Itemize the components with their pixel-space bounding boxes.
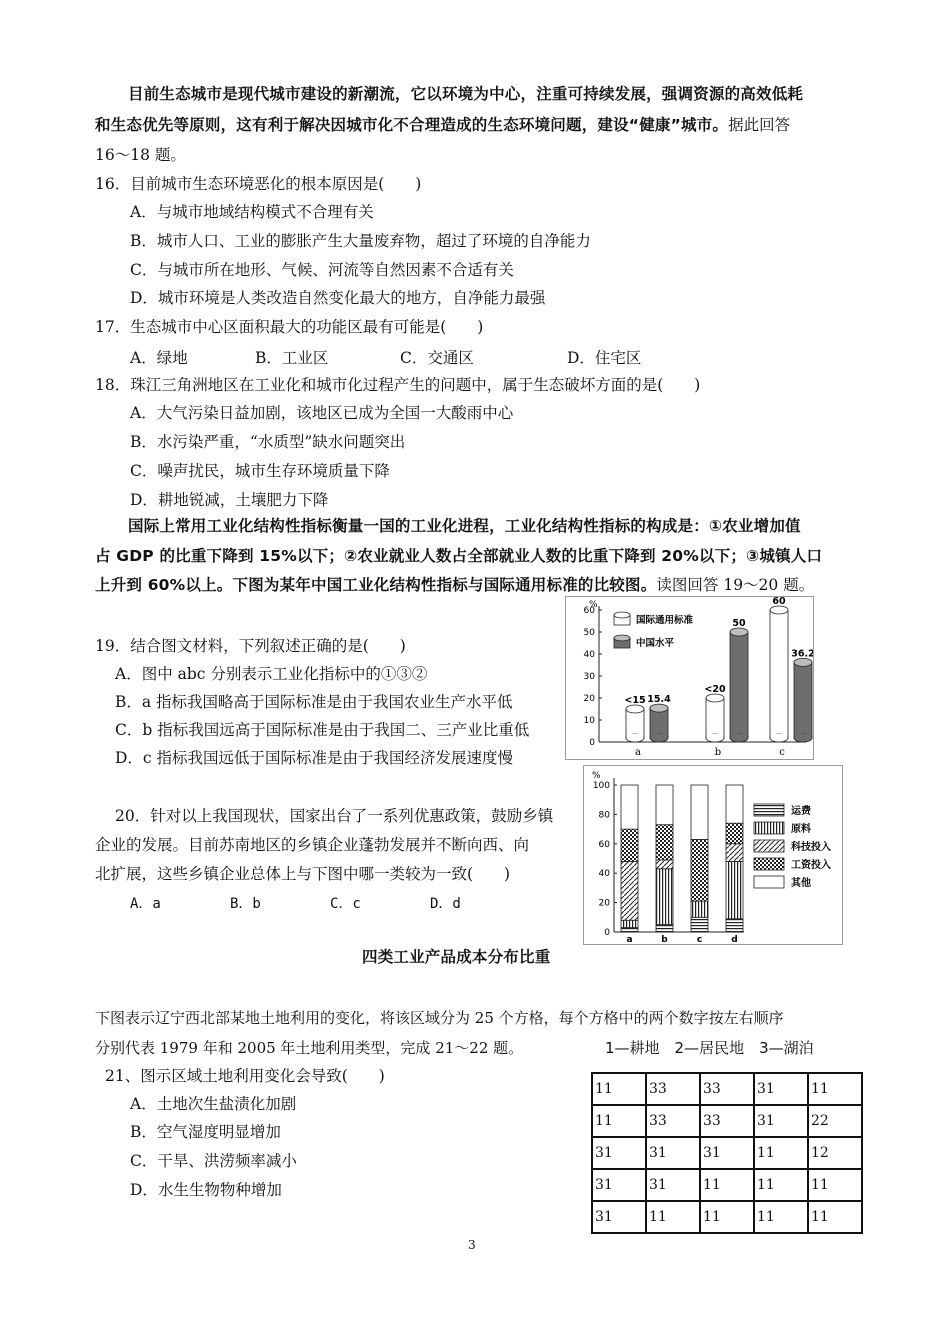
intro3-line2: 分别代表 1979 年和 2005 年土地利用类型，完成 21～22 题。: [95, 1039, 524, 1057]
y-tick-label: 20: [598, 898, 610, 909]
intro1-line2: [95, 115, 790, 135]
cost-chart-caption: 四类工业产品成本分布比重: [362, 948, 551, 966]
q21-option-a: A．土地次生盐渍化加剧: [130, 1095, 297, 1113]
q21-option-d: D．水生生物物种增加: [130, 1181, 282, 1199]
legend-swatch: [754, 822, 784, 834]
land-grid-cell: 11: [700, 1201, 754, 1233]
bar-base-fill: [651, 734, 668, 738]
stacked-segment: [621, 785, 638, 829]
intro2-line3-bold: 上升到 60%以上。下图为某年中国工业化结构性指标与国际通用标准的比较图。: [95, 576, 657, 594]
land-grid-row: [592, 1137, 862, 1169]
data-label: 50: [732, 618, 746, 629]
q16-option-b: B．城市人口、工业的膨胀产生大量废弃物，超过了环境的自净能力: [130, 232, 591, 250]
stacked-segment: [621, 920, 638, 927]
q19-option-a: A．图中 abc 分别表示工业化指标中的①③②: [115, 665, 428, 683]
land-grid-cell: 11: [700, 1169, 754, 1201]
q18-option-d: D．耕地锐减，土壤肥力下降: [130, 491, 329, 509]
land-use-grid: [591, 1072, 863, 1234]
stacked-segment: [691, 839, 708, 901]
indicator-comparison-chart: [565, 596, 814, 760]
land-grid-cell: 33: [700, 1105, 754, 1137]
bar-base-fill: [731, 734, 748, 738]
land-grid-cell: 33: [646, 1073, 700, 1105]
land-grid-row: [592, 1201, 862, 1233]
bar-top: [770, 606, 788, 614]
category-label: c: [696, 935, 703, 944]
stacked-segment: [726, 919, 743, 932]
data-label: <20: [704, 684, 726, 695]
stacked-segment: [656, 860, 673, 869]
land-grid-cell: 11: [808, 1169, 862, 1201]
intro2-line2: 占 GDP 的比重下降到 15%以下；②农业就业人数占全部就业人数的比重下降到 20%以下；③城镇人口: [95, 547, 823, 565]
stacked-segment: [691, 901, 708, 917]
legend-label: 国际通用标准: [636, 615, 694, 626]
bar-top: [730, 628, 748, 636]
land-grid-cell: 11: [592, 1073, 646, 1105]
land-grid-cell: 31: [646, 1137, 700, 1169]
stacked-segment: [656, 825, 673, 860]
y-tick-label: 60: [583, 606, 595, 616]
q16-option-d: D．城市环境是人类改造自然变化最大的地方，自净能力最强: [130, 289, 546, 307]
bar-body: [706, 698, 724, 738]
land-grid-row: [592, 1105, 862, 1137]
y-tick-label: 60: [598, 839, 610, 850]
intro1-line3: 16～18 题。: [95, 146, 186, 164]
land-grid-cell: 11: [754, 1201, 808, 1233]
q19-option-d: D．c 指标我国远低于国际标准是由于我国经济发展速度慢: [115, 749, 514, 767]
q21-option-c: C．干旱、洪涝频率减小: [130, 1152, 297, 1170]
legend-swatch: [754, 840, 784, 852]
cost-distribution-svg: [584, 766, 842, 944]
y-tick-label: 0: [604, 928, 610, 938]
q20-option-a: A．a: [130, 896, 161, 912]
data-label: <15: [624, 695, 646, 706]
bar-top: [706, 694, 724, 702]
bar-base-fill: [627, 734, 644, 738]
intro2-line3-tail: 读图回答 19～20 题。: [656, 576, 815, 594]
stacked-segment: [691, 917, 708, 932]
q18-stem: 18．珠江三角洲地区在工业化和城市化过程产生的问题中，属于生态破坏方面的是( ): [95, 376, 701, 394]
land-grid-cell: 22: [808, 1105, 862, 1137]
land-grid-cell: 11: [808, 1073, 862, 1105]
land-grid-cell: 12: [808, 1137, 862, 1169]
q20-option-d: D．d: [430, 896, 461, 912]
intro1-line1: 目前生态城市是现代城市建设的新潮流，它以环境为中心，注重可持续发展，强调资源的高效低耗: [128, 85, 804, 103]
legend-swatch-top: [614, 635, 630, 641]
category-label: d: [731, 935, 738, 944]
q18-option-a: A．大气污染日益加剧，该地区已成为全国一大酸雨中心: [130, 404, 514, 422]
stacked-segment: [726, 844, 743, 862]
legend-label: 原料: [791, 824, 811, 835]
y-axis-unit: %: [592, 771, 601, 781]
land-grid-cell: 11: [646, 1201, 700, 1233]
land-legend: 1—耕地 2—居民地 3—湖泊: [605, 1039, 814, 1057]
category-label: c: [779, 747, 785, 758]
land-grid-cell: 31: [592, 1169, 646, 1201]
q21-stem: 21、图示区域土地利用变化会导致( ): [105, 1067, 385, 1085]
q17-stem: 17．生态城市中心区面积最大的功能区最有可能是( ): [95, 318, 484, 336]
data-label: 36.2: [791, 648, 813, 660]
data-label: 60: [772, 597, 786, 607]
intro2-line1: 国际上常用工业化结构性指标衡量一国的工业化进程，工业化结构性指标的构成是：①农业增加值: [128, 517, 801, 535]
q19-option-c: C．b 指标我国远高于国际标准是由于我国二、三产业比重低: [115, 721, 530, 739]
intro3-line1: 下图表示辽宁西北部某地土地利用的变化，将该区域分为 25 个方格，每个方格中的两个数字按左右顺序: [95, 1009, 784, 1027]
stacked-segment: [621, 928, 638, 932]
q20-line2: 企业的发展。目前苏南地区的乡镇企业蓬勃发展并不断向西、向: [95, 836, 530, 854]
q20-line1: 20．针对以上我国现状，国家出台了一系列优惠政策，鼓励乡镇: [115, 807, 554, 825]
legend-label: 科技投入: [791, 842, 831, 853]
data-label: 15.4: [647, 694, 671, 706]
legend-label: 工资投入: [791, 860, 831, 871]
y-tick-label: 40: [583, 650, 595, 660]
y-tick-label: 40: [598, 869, 610, 880]
page-number: 3: [468, 1238, 476, 1252]
q21-option-b: B．空气湿度明显增加: [130, 1123, 281, 1141]
bar-top: [650, 704, 668, 712]
stacked-segment: [726, 823, 743, 844]
y-axis-unit: %: [589, 600, 598, 610]
land-grid-cell: 31: [646, 1169, 700, 1201]
stacked-segment: [621, 829, 638, 861]
q17-option-a: A．绿地: [130, 349, 188, 367]
y-tick-label: 0: [589, 738, 595, 748]
land-grid-cell: 11: [592, 1105, 646, 1137]
stacked-segment: [726, 785, 743, 823]
legend-swatch: [754, 804, 784, 816]
land-grid-cell: 31: [700, 1137, 754, 1169]
y-tick-label: 30: [583, 672, 595, 682]
land-grid-cell: 31: [592, 1137, 646, 1169]
land-grid-cell: 11: [754, 1137, 808, 1169]
stacked-segment: [621, 861, 638, 920]
category-label: a: [635, 747, 641, 758]
category-label: b: [714, 747, 722, 758]
bar-base-fill: [771, 734, 788, 738]
intro1-line2-tail: 据此回答: [728, 116, 791, 134]
legend-swatch: [754, 858, 784, 870]
q19-stem: 19．结合图文材料，下列叙述正确的是( ): [95, 637, 406, 655]
y-tick-label: 80: [598, 810, 610, 821]
legend-label: 运费: [791, 806, 811, 817]
q16-option-c: C．与城市所在地形、气候、河流等自然因素不合适有关: [130, 261, 514, 279]
y-tick-label: 20: [583, 694, 595, 704]
q20-option-c: C．c: [330, 896, 361, 912]
cost-distribution-chart: [583, 765, 843, 945]
y-tick-label: 100: [592, 781, 610, 791]
q17-option-c: C．交通区: [400, 349, 474, 367]
intro2-line3: [95, 575, 814, 595]
land-use-grid-body: [592, 1073, 862, 1233]
q17-option-d: D．住宅区: [567, 349, 642, 367]
intro1-line2-bold: 和生态优先等原则，这有利于解决因城市化不合理造成的生态环境问题，建设“健康”城市。: [95, 116, 729, 134]
q16-option-a: A．与城市地域结构模式不合理有关: [130, 203, 374, 221]
legend-swatch: [754, 876, 784, 888]
land-grid-cell: 31: [754, 1073, 808, 1105]
bar-body: [794, 662, 812, 738]
q19-option-b: B．a 指标我国略高于国际标准是由于我国农业生产水平低: [115, 693, 513, 711]
category-label: a: [626, 935, 633, 944]
category-label: b: [661, 935, 668, 944]
bar-base-fill: [795, 734, 812, 738]
stacked-segment: [656, 869, 673, 925]
bar-top: [626, 705, 644, 713]
q20-option-b: B．b: [230, 896, 261, 912]
land-grid-cell: 33: [646, 1105, 700, 1137]
y-tick-label: 10: [583, 716, 595, 726]
q16-stem: 16．目前城市生态环境恶化的根本原因是( ): [95, 175, 422, 193]
land-grid-cell: 31: [592, 1201, 646, 1233]
land-grid-cell: 11: [754, 1169, 808, 1201]
bar-body: [730, 632, 748, 738]
q20-line3: 北扩展，这些乡镇企业总体上与下图中哪一类较为一致( ): [95, 865, 511, 883]
bar-body: [650, 708, 668, 738]
stacked-segment: [691, 785, 708, 839]
bar-base-fill: [707, 734, 724, 738]
stacked-segment: [726, 861, 743, 918]
q17-option-b: B．工业区: [255, 349, 329, 367]
legend-label: 中国水平: [636, 638, 675, 649]
legend-label: 其他: [791, 878, 811, 889]
q18-option-c: C．噪声扰民，城市生存环境质量下降: [130, 462, 390, 480]
land-grid-cell: 33: [700, 1073, 754, 1105]
indicator-comparison-svg: [566, 597, 813, 759]
bar-top: [794, 658, 812, 666]
land-grid-cell: 31: [754, 1105, 808, 1137]
y-tick-label: 50: [583, 628, 595, 638]
land-grid-cell: 11: [808, 1201, 862, 1233]
land-grid-row: [592, 1073, 862, 1105]
stacked-segment: [656, 925, 673, 932]
q18-option-b: B．水污染严重，“水质型”缺水问题突出: [130, 433, 406, 451]
legend-swatch-top: [614, 612, 630, 618]
bar-body: [770, 610, 788, 738]
stacked-segment: [656, 785, 673, 825]
land-grid-row: [592, 1169, 862, 1201]
